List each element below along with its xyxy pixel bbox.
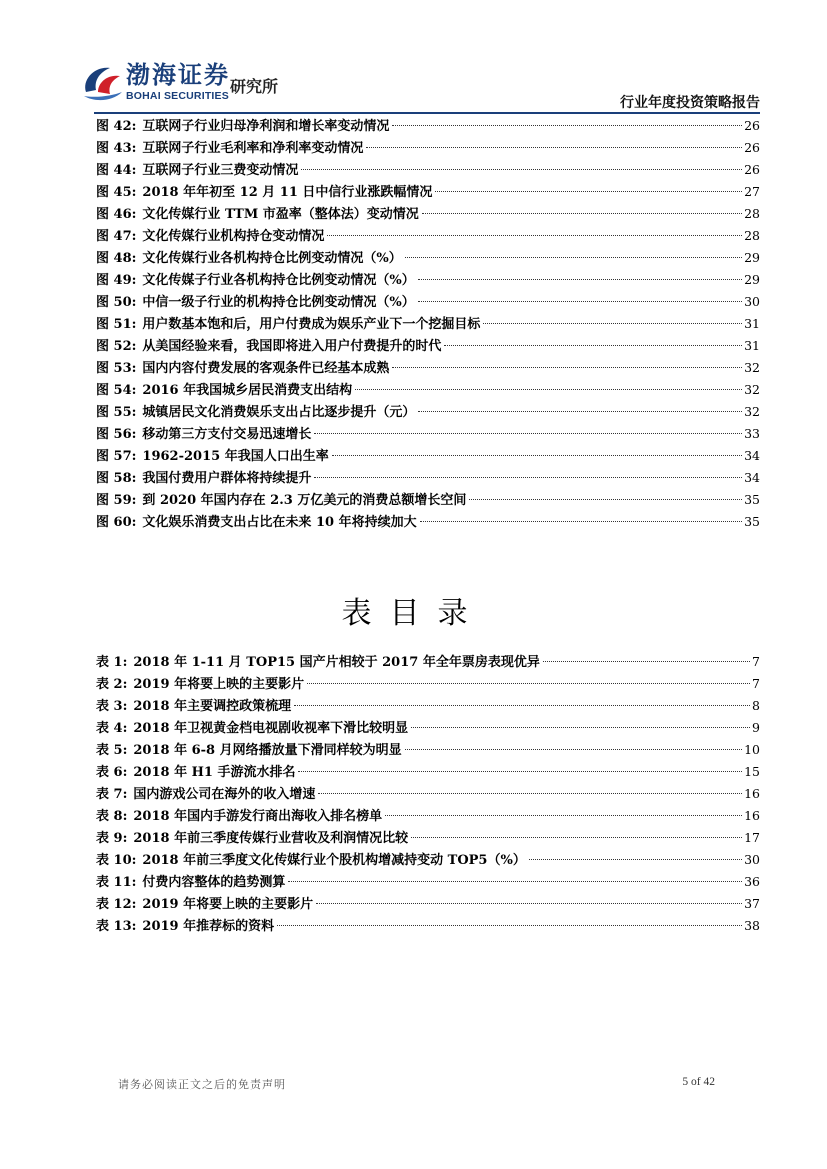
figure-title: 互联网子行业归母净利润和增长率变动情况 bbox=[142, 119, 390, 134]
figure-label: 图 53: bbox=[96, 361, 137, 376]
table-page: 16 bbox=[744, 786, 760, 801]
dot-leader bbox=[405, 749, 742, 750]
figure-page: 35 bbox=[744, 514, 760, 529]
table-entry[interactable] bbox=[96, 827, 760, 849]
figure-entry[interactable] bbox=[96, 335, 760, 357]
bohai-logo-icon bbox=[80, 62, 124, 102]
figure-title: 互联网子行业毛利率和净利率变动情况 bbox=[142, 141, 364, 156]
table-title: 2018 年 H1 手游流水排名 bbox=[133, 765, 296, 780]
table-title: 国内游戏公司在海外的收入增速 bbox=[133, 787, 316, 802]
table-label: 表 9: bbox=[96, 831, 128, 846]
figure-title: 移动第三方支付交易迅速增长 bbox=[142, 427, 312, 442]
table-entry[interactable] bbox=[96, 739, 760, 761]
table-label: 表 10: bbox=[96, 853, 137, 868]
table-page: 38 bbox=[744, 918, 760, 933]
figure-title: 中信一级子行业的机构持仓比例变动情况（%） bbox=[142, 295, 415, 310]
page-number: 5 of 42 bbox=[682, 1076, 715, 1088]
figure-entry[interactable] bbox=[96, 511, 760, 533]
table-entry[interactable] bbox=[96, 915, 760, 937]
figure-title: 我国付费用户群体将持续提升 bbox=[142, 471, 312, 486]
figure-label: 图 57: bbox=[96, 449, 137, 464]
table-page: 7 bbox=[752, 654, 760, 669]
table-label: 表 11: bbox=[96, 875, 137, 890]
table-title: 2019 年将要上映的主要影片 bbox=[142, 897, 314, 912]
figure-title: 2016 年我国城乡居民消费支出结构 bbox=[142, 383, 353, 398]
figure-label: 图 43: bbox=[96, 141, 137, 156]
table-entry[interactable] bbox=[96, 695, 760, 717]
table-page: 7 bbox=[752, 676, 760, 691]
dot-leader bbox=[543, 661, 750, 662]
dot-leader bbox=[418, 279, 742, 280]
figure-page: 29 bbox=[744, 272, 760, 287]
table-title: 2018 年前三季度文化传媒行业个股机构增减持变动 TOP5（%） bbox=[142, 853, 526, 868]
figure-entry[interactable] bbox=[96, 291, 760, 313]
figure-label: 图 52: bbox=[96, 339, 137, 354]
table-label: 表 3: bbox=[96, 699, 128, 714]
table-label: 表 6: bbox=[96, 765, 128, 780]
dot-leader bbox=[332, 455, 742, 456]
figure-label: 图 56: bbox=[96, 427, 137, 442]
table-title: 2019 年推荐标的资料 bbox=[142, 919, 275, 934]
figure-entry[interactable] bbox=[96, 225, 760, 247]
table-title: 2018 年卫视黄金档电视剧收视率下滑比较明显 bbox=[133, 721, 409, 736]
figure-title: 1962-2015 年我国人口出生率 bbox=[142, 449, 329, 464]
figure-title: 文化传媒行业 TTM 市盈率（整体法）变动情况 bbox=[142, 207, 419, 222]
dot-leader bbox=[435, 191, 742, 192]
table-label: 表 5: bbox=[96, 743, 128, 758]
table-title: 2018 年 1-11 月 TOP15 国产片相较于 2017 年全年票房表现优异 bbox=[133, 655, 540, 670]
figure-label: 图 54: bbox=[96, 383, 137, 398]
table-page: 10 bbox=[744, 742, 760, 757]
figure-page: 29 bbox=[744, 250, 760, 265]
dot-leader bbox=[314, 433, 742, 434]
page-header bbox=[0, 0, 827, 120]
dot-leader bbox=[316, 903, 742, 904]
dot-leader bbox=[418, 411, 742, 412]
table-label: 表 8: bbox=[96, 809, 128, 824]
table-label: 表 13: bbox=[96, 919, 137, 934]
dot-leader bbox=[294, 705, 750, 706]
figure-list bbox=[96, 115, 760, 533]
figure-page: 28 bbox=[744, 228, 760, 243]
figure-title: 城镇居民文化消费娱乐支出占比逐步提升（元） bbox=[142, 405, 416, 420]
dot-leader bbox=[301, 169, 742, 170]
table-page: 16 bbox=[744, 808, 760, 823]
figure-page: 32 bbox=[744, 404, 760, 419]
figure-entry[interactable] bbox=[96, 379, 760, 401]
disclaimer-note: 请务必阅读正文之后的免责声明 bbox=[118, 1078, 286, 1091]
figure-page: 32 bbox=[744, 360, 760, 375]
figure-label: 图 44: bbox=[96, 163, 137, 178]
dot-leader bbox=[277, 925, 742, 926]
table-title: 2018 年国内手游发行商出海收入排名榜单 bbox=[133, 809, 383, 824]
figure-title: 文化传媒子行业各机构持仓比例变动情况（%） bbox=[142, 273, 415, 288]
figure-label: 图 48: bbox=[96, 251, 137, 266]
figure-label: 图 59: bbox=[96, 493, 137, 508]
figure-entry[interactable] bbox=[96, 203, 760, 225]
figure-page: 35 bbox=[744, 492, 760, 507]
table-entry[interactable] bbox=[96, 761, 760, 783]
figure-page: 28 bbox=[744, 206, 760, 221]
figure-label: 图 46: bbox=[96, 207, 137, 222]
figure-entry[interactable] bbox=[96, 313, 760, 335]
table-label: 表 4: bbox=[96, 721, 128, 736]
figure-entry[interactable] bbox=[96, 115, 760, 137]
table-entry[interactable] bbox=[96, 651, 760, 673]
figure-title: 到 2020 年国内存在 2.3 万亿美元的消费总额增长空间 bbox=[142, 493, 467, 508]
brand-name-cn: 渤海证券 bbox=[126, 61, 230, 89]
dot-leader bbox=[392, 125, 742, 126]
figure-entry[interactable] bbox=[96, 269, 760, 291]
dot-leader bbox=[422, 213, 742, 214]
figure-entry[interactable] bbox=[96, 445, 760, 467]
figure-page: 26 bbox=[744, 118, 760, 133]
dot-leader bbox=[483, 323, 742, 324]
figure-label: 图 60: bbox=[96, 515, 137, 530]
table-page: 30 bbox=[744, 852, 760, 867]
table-title: 2018 年主要调控政策梳理 bbox=[133, 699, 292, 714]
table-entry[interactable] bbox=[96, 717, 760, 739]
tables-heading: 表目录 bbox=[341, 596, 486, 631]
figure-label: 图 47: bbox=[96, 229, 137, 244]
dot-leader bbox=[298, 771, 742, 772]
department-label: 研究所 bbox=[230, 77, 279, 96]
figure-entry[interactable] bbox=[96, 137, 760, 159]
figure-page: 33 bbox=[744, 426, 760, 441]
table-page: 15 bbox=[744, 764, 760, 779]
figure-entry[interactable] bbox=[96, 159, 760, 181]
figure-page: 31 bbox=[744, 338, 760, 353]
figure-title: 文化传媒行业机构持仓变动情况 bbox=[142, 229, 325, 244]
table-label: 表 12: bbox=[96, 897, 137, 912]
figure-page: 32 bbox=[744, 382, 760, 397]
table-entry[interactable] bbox=[96, 805, 760, 827]
dot-leader bbox=[366, 147, 742, 148]
table-page: 9 bbox=[752, 720, 760, 735]
figure-title: 用户数基本饱和后，用户付费成为娱乐产业下一个挖掘目标 bbox=[142, 317, 481, 332]
dot-leader bbox=[307, 683, 750, 684]
dot-leader bbox=[288, 881, 742, 882]
figure-page: 34 bbox=[744, 448, 760, 463]
figure-title: 互联网子行业三费变动情况 bbox=[142, 163, 299, 178]
table-label: 表 2: bbox=[96, 677, 128, 692]
figure-title: 文化娱乐消费支出占比在未来 10 年将持续加大 bbox=[142, 515, 417, 530]
figure-page: 31 bbox=[744, 316, 760, 331]
table-label: 表 7: bbox=[96, 787, 128, 802]
figure-page: 26 bbox=[744, 140, 760, 155]
dot-leader bbox=[385, 815, 742, 816]
figure-title: 2018 年年初至 12 月 11 日中信行业涨跌幅情况 bbox=[142, 185, 433, 200]
figure-entry[interactable] bbox=[96, 423, 760, 445]
figure-page: 30 bbox=[744, 294, 760, 309]
figure-title: 国内内容付费发展的客观条件已经基本成熟 bbox=[142, 361, 390, 376]
figure-label: 图 51: bbox=[96, 317, 137, 332]
table-list bbox=[96, 651, 760, 937]
figure-label: 图 45: bbox=[96, 185, 137, 200]
table-title: 2018 年 6-8 月网络播放量下滑同样较为明显 bbox=[133, 743, 402, 758]
figure-entry[interactable] bbox=[96, 181, 760, 203]
table-page: 8 bbox=[752, 698, 760, 713]
table-entry[interactable] bbox=[96, 871, 760, 893]
dot-leader bbox=[318, 793, 742, 794]
dot-leader bbox=[529, 859, 742, 860]
figure-page: 34 bbox=[744, 470, 760, 485]
figure-label: 图 42: bbox=[96, 119, 137, 134]
figure-title: 从美国经验来看，我国即将进入用户付费提升的时代 bbox=[142, 339, 442, 354]
table-page: 36 bbox=[744, 874, 760, 889]
table-entry[interactable] bbox=[96, 849, 760, 871]
table-page: 37 bbox=[744, 896, 760, 911]
table-entry[interactable] bbox=[96, 673, 760, 695]
dot-leader bbox=[327, 235, 742, 236]
table-label: 表 1: bbox=[96, 655, 128, 670]
figure-title: 文化传媒行业各机构持仓比例变动情况（%） bbox=[142, 251, 402, 266]
dot-leader bbox=[314, 477, 742, 478]
figure-entry[interactable] bbox=[96, 357, 760, 379]
table-title: 付费内容整体的趋势测算 bbox=[142, 875, 286, 890]
dot-leader bbox=[469, 499, 742, 500]
dot-leader bbox=[355, 389, 742, 390]
table-entry[interactable] bbox=[96, 893, 760, 915]
figure-label: 图 58: bbox=[96, 471, 137, 486]
figure-page: 27 bbox=[744, 184, 760, 199]
dot-leader bbox=[418, 301, 742, 302]
brand-block bbox=[126, 62, 230, 102]
table-title: 2019 年将要上映的主要影片 bbox=[133, 677, 305, 692]
dot-leader bbox=[411, 727, 750, 728]
figure-page: 26 bbox=[744, 162, 760, 177]
table-page: 17 bbox=[744, 830, 760, 845]
figure-label: 图 55: bbox=[96, 405, 137, 420]
table-title: 2018 年前三季度传媒行业营收及利润情况比较 bbox=[133, 831, 409, 846]
report-type-label: 行业年度投资策略报告 bbox=[620, 95, 760, 111]
figure-entry[interactable] bbox=[96, 247, 760, 269]
figure-label: 图 50: bbox=[96, 295, 137, 310]
table-entry[interactable] bbox=[96, 783, 760, 805]
figure-entry[interactable] bbox=[96, 467, 760, 489]
dot-leader bbox=[392, 367, 742, 368]
figure-entry[interactable] bbox=[96, 401, 760, 423]
dot-leader bbox=[444, 345, 742, 346]
header-divider bbox=[94, 112, 760, 114]
figure-entry[interactable] bbox=[96, 489, 760, 511]
dot-leader bbox=[411, 837, 742, 838]
dot-leader bbox=[420, 521, 743, 522]
dot-leader bbox=[405, 257, 742, 258]
figure-label: 图 49: bbox=[96, 273, 137, 288]
brand-name-en: BOHAI SECURITIES bbox=[126, 90, 229, 102]
